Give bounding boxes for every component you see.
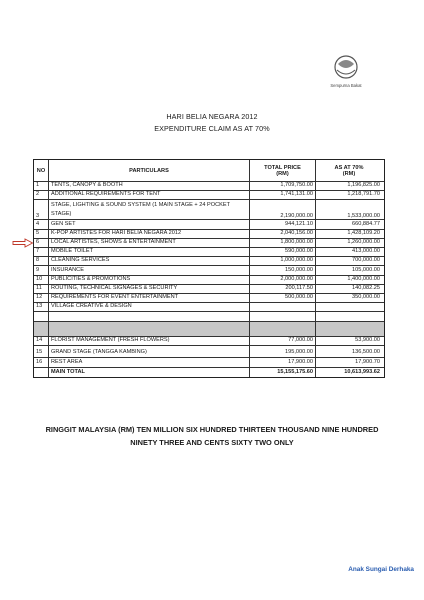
row-total: 1,709,750.00 — [250, 182, 316, 190]
row-pct: 350,000.00 — [352, 294, 380, 301]
table-row-shaded — [34, 322, 384, 337]
shaded-cell — [250, 322, 316, 336]
row-pct: 1,533,000.00 — [347, 213, 380, 220]
watermark-text: Anak Sungai Derhaka — [348, 566, 414, 573]
row-total: 200,117.50 — [250, 285, 316, 293]
blank-cell — [34, 312, 49, 321]
row-total: 150,000.00 — [250, 266, 316, 274]
row-particulars: REQUIREMENTS FOR EVENT ENTERTAINMENT — [49, 294, 250, 302]
row-pct: 1,218,791.70 — [347, 191, 380, 198]
row-no: 7 — [34, 248, 49, 256]
main-total-no — [34, 368, 49, 378]
row-total: 2,040,156.00 — [250, 230, 316, 238]
row-pct: 660,884.77 — [352, 220, 380, 227]
document-subtitle: EXPENDITURE CLAIM AS AT 70% — [154, 124, 270, 133]
shaded-cell — [34, 322, 49, 336]
row-no: 3 — [34, 200, 49, 219]
blank-cell — [49, 312, 250, 321]
row-pct: 413,000.00 — [352, 248, 380, 255]
row-particulars: LOCAL ARTISTES, SHOWS & ENTERTAINMENT — [49, 239, 250, 247]
blank-cell — [250, 312, 316, 321]
row-pct: 1,400,000.00 — [347, 275, 380, 282]
main-total-price: 15,155,175.60 — [250, 368, 316, 378]
arrow-right-icon — [12, 238, 34, 248]
row-pct: 1,428,109.20 — [347, 229, 380, 236]
row-particulars: GEN SET — [49, 220, 250, 228]
expenditure-table — [33, 159, 385, 378]
document-title: HARI BELIA NEGARA 2012 — [166, 112, 258, 121]
table-row — [34, 191, 384, 200]
row-total: 2,000,000.00 — [250, 276, 316, 284]
row-no: 6 — [34, 239, 49, 247]
row-pct: 1,196,825.00 — [347, 182, 380, 189]
amount-in-words: RINGGIT MALAYSIA (RM) TEN MILLION SIX HUNDRED THIRTEEN THOUSAND NINE HUNDRED NINETY THREE AND CENTS SIXTY TWO ONLY — [45, 425, 379, 447]
header-no: NO — [34, 160, 49, 181]
table-header-row — [34, 160, 384, 182]
row-particulars: FLORIST MANAGEMENT (FRESH FLOWERS) — [49, 337, 250, 345]
row-no: 11 — [34, 285, 49, 293]
row-no: 9 — [34, 266, 49, 274]
main-total-label: MAIN TOTAL — [49, 368, 250, 378]
row-total: 1,741,131.00 — [250, 191, 316, 199]
table-row — [34, 337, 384, 346]
shaded-cell — [316, 322, 382, 336]
row-total: 590,000.00 — [250, 248, 316, 256]
svg-text:Sempurna Bakat: Sempurna Bakat — [330, 83, 362, 88]
row-pct — [316, 303, 382, 311]
row-total: 195,000.00 — [250, 346, 316, 357]
row-particulars: VILLAGE CREATIVE & DESIGN — [49, 303, 250, 311]
row-particulars: K-POP ARTISTES FOR HARI BELIA NEGARA 2012 — [49, 230, 250, 238]
row-no: 15 — [34, 346, 49, 357]
row-particulars: INSURANCE — [49, 266, 250, 274]
row-no: 8 — [34, 257, 49, 265]
row-pct: 17,900.70 — [355, 358, 380, 365]
row-no: 1 — [34, 182, 49, 190]
main-total-row — [34, 368, 384, 378]
row-particulars: PUBLICITIES & PROMOTIONS — [49, 276, 250, 284]
row-no: 13 — [34, 303, 49, 311]
row-pct: 1,260,000.00 — [347, 238, 380, 245]
row-total: 77,000.00 — [250, 337, 316, 345]
row-particulars: CLEANING SERVICES — [49, 257, 250, 265]
row-total: 1,000,000.00 — [250, 257, 316, 265]
header-particulars: PARTICULARS — [49, 160, 250, 181]
row-total: 1,800,000.00 — [250, 239, 316, 247]
row-particulars: GRAND STAGE (TANGGA KAMBING) — [49, 346, 250, 357]
header-total-line2: (RM) — [276, 170, 289, 177]
table-row — [34, 257, 384, 266]
row-particulars: REST AREA — [49, 358, 250, 366]
blank-cell — [316, 312, 382, 321]
company-logo — [322, 52, 370, 92]
row-no: 14 — [34, 337, 49, 345]
header-total-line1: TOTAL PRICE — [264, 164, 301, 171]
header-pct-line1: AS AT 70% — [334, 164, 364, 171]
row-no: 2 — [34, 191, 49, 199]
row-particulars: TENTS, CANOPY & BOOTH — [49, 182, 250, 190]
row-no: 5 — [34, 230, 49, 238]
row-particulars: ROUTING, TECHNICAL SIGNAGES & SECURITY — [49, 285, 250, 293]
header-total-price — [250, 160, 316, 181]
row-total: 2,190,000.00 — [250, 200, 316, 219]
shaded-cell — [49, 322, 250, 336]
row-pct: 136,500.00 — [352, 349, 380, 356]
row-pct: 105,000.00 — [352, 266, 380, 273]
row-particulars: ADDITIONAL REQUIREMENTS FOR TENT — [49, 191, 250, 199]
table-row — [34, 200, 384, 220]
row-pct: 53,900.00 — [355, 337, 380, 344]
main-total-pct: 10,613,993.62 — [344, 369, 380, 376]
row-no: 16 — [34, 358, 49, 366]
row-total: 17,900.00 — [250, 358, 316, 366]
row-no: 12 — [34, 294, 49, 302]
row-particulars: MOBILE TOILET — [49, 248, 250, 256]
row-pct: 140,082.25 — [352, 284, 380, 291]
row-total: 500,000.00 — [250, 294, 316, 302]
row-total — [250, 303, 316, 311]
row-particulars: STAGE, LIGHTING & SOUND SYSTEM (1 MAIN STAGE + 24 POCKET STAGE) — [49, 200, 250, 219]
row-no: 4 — [34, 220, 49, 228]
row-total: 944,121.10 — [250, 220, 316, 228]
table-row — [34, 358, 384, 367]
row-pct: 700,000.00 — [352, 257, 380, 264]
header-pct-line2: (RM) — [342, 170, 356, 177]
table-row — [34, 346, 384, 358]
header-as-at-70 — [316, 160, 382, 181]
table-row-blank — [34, 312, 384, 322]
table-row — [34, 303, 384, 312]
row-no: 10 — [34, 276, 49, 284]
